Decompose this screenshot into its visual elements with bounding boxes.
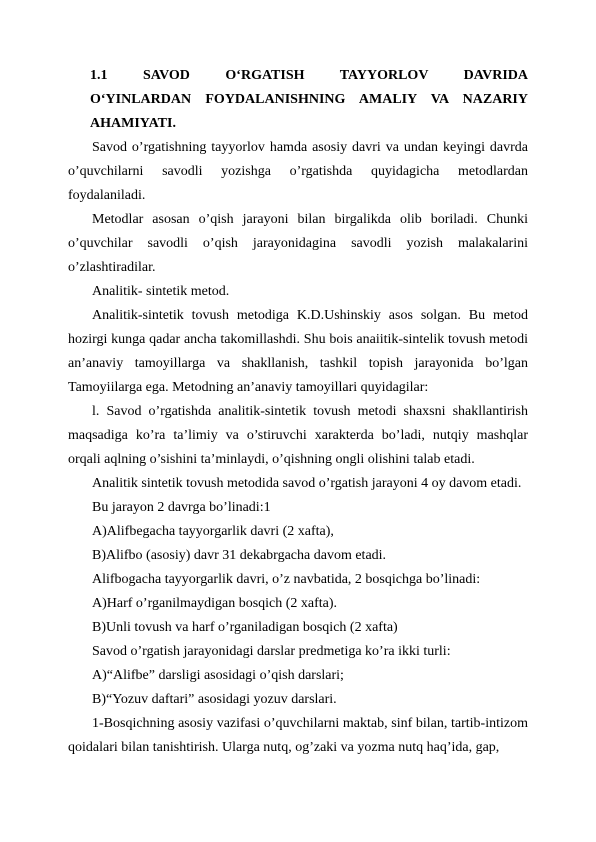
paragraph: Savod o’rgatishning tayyorlov hamda asosiy davri va undan keyingi davrda o’quvchilarni savodli yozishga o’rgatishda quyidagicha metodlardan foydalaniladi. — [68, 140, 528, 203]
paragraph: Metodlar asosan o’qish jarayoni bilan birgalikda olib boriladi. Chunki o’quvchilar savodli o’qish jarayonidagina savodli yozish malakalarini o’zlashtiradilar. — [68, 212, 528, 275]
paragraph: l. Savod o’rgatishda analitik-sintetik tovush metodi shaxsni shakllantirish maqsadiga ko’ra ta’limiy va o’stiruvchi xarakterda bo’ladi, nutqiy mashqlar orqali aqlning o’sishini ta’minlaydi, o’qishning ongli olishini talab etadi. — [68, 404, 528, 467]
section-heading — [68, 64, 528, 136]
paragraph: 1-Bosqichning asosiy vazifasi o’quvchilarni maktab, sinf bilan, tartib-intizom qoidalari bilan tanishtirish. Ularga nutq, og’zaki va yozma nutq haq’ida, gap, — [68, 716, 528, 755]
paragraph: Savod o’rgatish jarayonidagi darslar predmetiga ko’ra ikki turli: — [92, 644, 451, 659]
document-page — [68, 64, 528, 760]
list-item: B)Alifbo (asosiy) davr 31 dekabrgacha davom etadi. — [92, 548, 387, 563]
list-item: B)“Yozuv daftari” asosidagi yozuv darslari. — [92, 692, 337, 707]
heading-line-2: O‘YINLARDAN FOYDALANISHNING AMALIY VA NAZARIY — [90, 92, 528, 107]
list-item: A)“Alifbe” darsligi asosidagi o’qish darslari; — [92, 668, 344, 683]
list-item: A)Alifbegacha tayyorgarlik davri (2 xafta), — [92, 524, 334, 539]
heading-line-1: 1.1 SAVOD O‘RGATISH TAYYORLOV DAVRIDA — [90, 68, 528, 83]
heading-line-3: AHAMIYATI. — [90, 116, 176, 131]
list-item: B)Unli tovush va harf o’rganiladigan bosqich (2 xafta) — [92, 620, 398, 635]
paragraph: Analitik sintetik tovush metodida savod o’rgatish jarayoni 4 oy davom etadi. — [92, 476, 522, 491]
paragraph-subheading: Analitik- sintetik metod. — [92, 284, 230, 299]
list-item: A)Harf o’rganilmaydigan bosqich (2 xafta). — [92, 596, 338, 611]
paragraph: Bu jarayon 2 davrga bo’linadi:1 — [92, 500, 271, 515]
paragraph: Analitik-sintetik tovush metodiga K.D.Ushinskiy asos solgan. Bu metod hozirgi kunga qadar ancha takomillashdi. Shu bois anaiitik-sintelik tovush metodi an’anaviy tamoyillarga va shakllanish, tashkil topish jarayonida bo’lgan Tamoyiilarga ega. Metodning an’anaviy tamoyillari quyidagilar: — [68, 308, 528, 395]
paragraph: Alifbogacha tayyorgarlik davri, o’z navbatida, 2 bosqichga bo’linadi: — [92, 572, 481, 587]
